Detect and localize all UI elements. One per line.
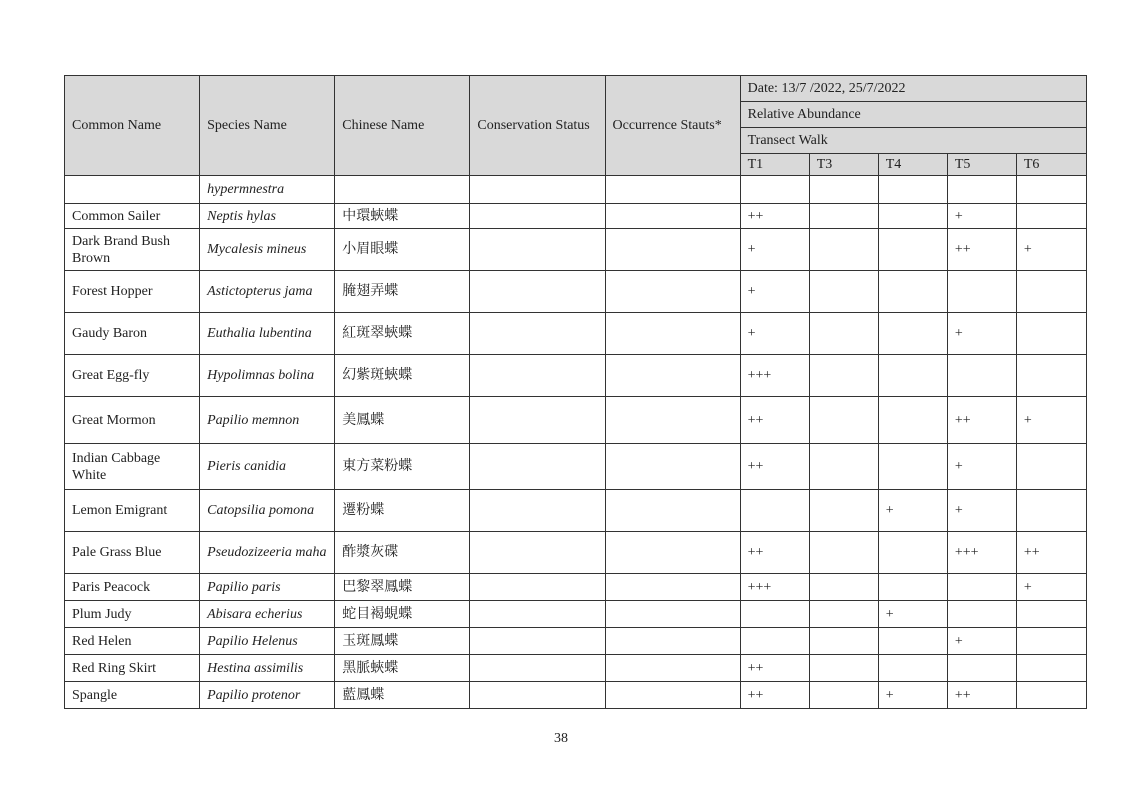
chinese-name-cell: 東方菜粉蝶 bbox=[335, 444, 470, 490]
abundance-t1-cell: + bbox=[740, 313, 809, 355]
abundance-t3-cell bbox=[809, 601, 878, 628]
conservation-status-cell bbox=[470, 628, 605, 655]
header-chinese-name: Chinese Name bbox=[335, 76, 470, 176]
common-name-cell: Great Egg-fly bbox=[65, 355, 200, 397]
species-name-cell: Papilio memnon bbox=[200, 397, 335, 444]
common-name-cell: Pale Grass Blue bbox=[65, 532, 200, 574]
abundance-t3-cell bbox=[809, 532, 878, 574]
abundance-t1-cell: ++ bbox=[740, 682, 809, 709]
abundance-t3-cell bbox=[809, 176, 878, 204]
abundance-t1-cell: +++ bbox=[740, 574, 809, 601]
table-body bbox=[65, 176, 1087, 709]
species-name-cell: Pieris canidia bbox=[200, 444, 335, 490]
abundance-t4-cell bbox=[878, 313, 947, 355]
header-occurrence-status: Occurrence Stauts* bbox=[605, 76, 740, 176]
conservation-status-cell bbox=[470, 682, 605, 709]
header-transect-t5: T5 bbox=[947, 154, 1016, 176]
abundance-t5-cell bbox=[947, 655, 1016, 682]
common-name-cell: Spangle bbox=[65, 682, 200, 709]
abundance-t4-cell: + bbox=[878, 601, 947, 628]
abundance-t1-cell: ++ bbox=[740, 204, 809, 229]
abundance-t5-cell bbox=[947, 574, 1016, 601]
conservation-status-cell bbox=[470, 313, 605, 355]
common-name-cell: Great Mormon bbox=[65, 397, 200, 444]
abundance-t1-cell: + bbox=[740, 229, 809, 271]
species-name-cell: Catopsilia pomona bbox=[200, 490, 335, 532]
conservation-status-cell bbox=[470, 490, 605, 532]
header-date: Date: 13/7 /2022, 25/7/2022 bbox=[740, 76, 1086, 102]
conservation-status-cell bbox=[470, 574, 605, 601]
chinese-name-cell: 遷粉蝶 bbox=[335, 490, 470, 532]
table-row bbox=[65, 355, 1087, 397]
abundance-t3-cell bbox=[809, 444, 878, 490]
abundance-t6-cell bbox=[1016, 655, 1086, 682]
abundance-t3-cell bbox=[809, 490, 878, 532]
abundance-t1-cell: + bbox=[740, 271, 809, 313]
occurrence-status-cell bbox=[605, 397, 740, 444]
table-row bbox=[65, 229, 1087, 271]
abundance-t5-cell: ++ bbox=[947, 229, 1016, 271]
abundance-t4-cell bbox=[878, 271, 947, 313]
common-name-cell: Dark Brand Bush Brown bbox=[65, 229, 200, 271]
species-name-cell: Astictopterus jama bbox=[200, 271, 335, 313]
abundance-t1-cell: ++ bbox=[740, 444, 809, 490]
header-transect-t6: T6 bbox=[1016, 154, 1086, 176]
table-row bbox=[65, 574, 1087, 601]
abundance-t5-cell: +++ bbox=[947, 532, 1016, 574]
chinese-name-cell: 小眉眼蝶 bbox=[335, 229, 470, 271]
abundance-t6-cell bbox=[1016, 313, 1086, 355]
occurrence-status-cell bbox=[605, 574, 740, 601]
abundance-t6-cell bbox=[1016, 204, 1086, 229]
species-name-cell: Abisara echerius bbox=[200, 601, 335, 628]
abundance-t6-cell bbox=[1016, 176, 1086, 204]
conservation-status-cell bbox=[470, 229, 605, 271]
abundance-t5-cell: + bbox=[947, 313, 1016, 355]
abundance-t3-cell bbox=[809, 682, 878, 709]
species-name-cell: Papilio paris bbox=[200, 574, 335, 601]
abundance-t6-cell bbox=[1016, 601, 1086, 628]
common-name-cell: Gaudy Baron bbox=[65, 313, 200, 355]
abundance-t4-cell: + bbox=[878, 682, 947, 709]
species-name-cell: Mycalesis mineus bbox=[200, 229, 335, 271]
header-conservation-status: Conservation Status bbox=[470, 76, 605, 176]
abundance-t3-cell bbox=[809, 313, 878, 355]
abundance-t5-cell bbox=[947, 176, 1016, 204]
header-species-name: Species Name bbox=[200, 76, 335, 176]
abundance-t6-cell bbox=[1016, 682, 1086, 709]
abundance-t4-cell bbox=[878, 355, 947, 397]
header-transect-t4: T4 bbox=[878, 154, 947, 176]
abundance-t1-cell bbox=[740, 628, 809, 655]
abundance-t6-cell bbox=[1016, 355, 1086, 397]
occurrence-status-cell bbox=[605, 271, 740, 313]
butterfly-survey-table bbox=[64, 75, 1087, 709]
abundance-t6-cell bbox=[1016, 271, 1086, 313]
chinese-name-cell: 美鳳蝶 bbox=[335, 397, 470, 444]
abundance-t4-cell bbox=[878, 397, 947, 444]
abundance-t5-cell: + bbox=[947, 204, 1016, 229]
abundance-t4-cell bbox=[878, 176, 947, 204]
abundance-t1-cell: ++ bbox=[740, 532, 809, 574]
abundance-t5-cell: + bbox=[947, 444, 1016, 490]
species-name-cell: Papilio protenor bbox=[200, 682, 335, 709]
table-row bbox=[65, 271, 1087, 313]
common-name-cell: Common Sailer bbox=[65, 204, 200, 229]
common-name-cell: Indian Cabbage White bbox=[65, 444, 200, 490]
species-name-cell: Pseudozizeeria maha bbox=[200, 532, 335, 574]
table-row bbox=[65, 176, 1087, 204]
abundance-t5-cell bbox=[947, 355, 1016, 397]
occurrence-status-cell bbox=[605, 532, 740, 574]
abundance-t6-cell: + bbox=[1016, 229, 1086, 271]
abundance-t5-cell: + bbox=[947, 628, 1016, 655]
abundance-t6-cell bbox=[1016, 628, 1086, 655]
common-name-cell bbox=[65, 176, 200, 204]
abundance-t5-cell: + bbox=[947, 490, 1016, 532]
chinese-name-cell: 幻紫斑蛺蝶 bbox=[335, 355, 470, 397]
common-name-cell: Plum Judy bbox=[65, 601, 200, 628]
abundance-t5-cell: ++ bbox=[947, 397, 1016, 444]
occurrence-status-cell bbox=[605, 628, 740, 655]
occurrence-status-cell bbox=[605, 355, 740, 397]
conservation-status-cell bbox=[470, 655, 605, 682]
abundance-t6-cell: + bbox=[1016, 397, 1086, 444]
abundance-t1-cell bbox=[740, 490, 809, 532]
common-name-cell: Red Helen bbox=[65, 628, 200, 655]
abundance-t3-cell bbox=[809, 397, 878, 444]
abundance-t4-cell bbox=[878, 628, 947, 655]
abundance-t3-cell bbox=[809, 355, 878, 397]
abundance-t3-cell bbox=[809, 574, 878, 601]
abundance-t4-cell bbox=[878, 444, 947, 490]
header-common-name: Common Name bbox=[65, 76, 200, 176]
abundance-t3-cell bbox=[809, 229, 878, 271]
table-row bbox=[65, 628, 1087, 655]
occurrence-status-cell bbox=[605, 655, 740, 682]
chinese-name-cell: 腌翅弄蝶 bbox=[335, 271, 470, 313]
table-row bbox=[65, 655, 1087, 682]
chinese-name-cell: 藍鳳蝶 bbox=[335, 682, 470, 709]
abundance-t4-cell bbox=[878, 229, 947, 271]
abundance-t1-cell bbox=[740, 601, 809, 628]
abundance-t1-cell: ++ bbox=[740, 397, 809, 444]
conservation-status-cell bbox=[470, 355, 605, 397]
table-row bbox=[65, 204, 1087, 229]
table-row bbox=[65, 532, 1087, 574]
conservation-status-cell bbox=[470, 397, 605, 444]
header-transect-walk: Transect Walk bbox=[740, 128, 1086, 154]
table-row bbox=[65, 397, 1087, 444]
abundance-t3-cell bbox=[809, 271, 878, 313]
header-transect-t1: T1 bbox=[740, 154, 809, 176]
table-row bbox=[65, 601, 1087, 628]
table-row bbox=[65, 682, 1087, 709]
species-name-cell: Neptis hylas bbox=[200, 204, 335, 229]
conservation-status-cell bbox=[470, 271, 605, 313]
table-row bbox=[65, 490, 1087, 532]
abundance-t4-cell: + bbox=[878, 490, 947, 532]
species-name-cell: Euthalia lubentina bbox=[200, 313, 335, 355]
chinese-name-cell: 黑脈蛺蝶 bbox=[335, 655, 470, 682]
abundance-t5-cell bbox=[947, 601, 1016, 628]
chinese-name-cell: 玉斑鳳蝶 bbox=[335, 628, 470, 655]
occurrence-status-cell bbox=[605, 444, 740, 490]
abundance-t5-cell: ++ bbox=[947, 682, 1016, 709]
conservation-status-cell bbox=[470, 601, 605, 628]
header-relative-abundance: Relative Abundance bbox=[740, 102, 1086, 128]
species-name-cell: hypermnestra bbox=[200, 176, 335, 204]
common-name-cell: Lemon Emigrant bbox=[65, 490, 200, 532]
table-row bbox=[65, 444, 1087, 490]
abundance-t6-cell: ++ bbox=[1016, 532, 1086, 574]
occurrence-status-cell bbox=[605, 601, 740, 628]
table-row bbox=[65, 313, 1087, 355]
chinese-name-cell: 酢漿灰碟 bbox=[335, 532, 470, 574]
abundance-t3-cell bbox=[809, 204, 878, 229]
conservation-status-cell bbox=[470, 532, 605, 574]
conservation-status-cell bbox=[470, 204, 605, 229]
abundance-t5-cell bbox=[947, 271, 1016, 313]
abundance-t3-cell bbox=[809, 655, 878, 682]
common-name-cell: Forest Hopper bbox=[65, 271, 200, 313]
abundance-t3-cell bbox=[809, 628, 878, 655]
species-name-cell: Papilio Helenus bbox=[200, 628, 335, 655]
chinese-name-cell: 中環蛺蝶 bbox=[335, 204, 470, 229]
occurrence-status-cell bbox=[605, 229, 740, 271]
occurrence-status-cell bbox=[605, 682, 740, 709]
abundance-t6-cell bbox=[1016, 444, 1086, 490]
page-number: 38 bbox=[554, 731, 568, 746]
abundance-t4-cell bbox=[878, 532, 947, 574]
header-transect-t3: T3 bbox=[809, 154, 878, 176]
abundance-t1-cell: ++ bbox=[740, 655, 809, 682]
abundance-t1-cell: +++ bbox=[740, 355, 809, 397]
occurrence-status-cell bbox=[605, 313, 740, 355]
species-name-cell: Hestina assimilis bbox=[200, 655, 335, 682]
chinese-name-cell bbox=[335, 176, 470, 204]
chinese-name-cell: 紅斑翠蛺蝶 bbox=[335, 313, 470, 355]
abundance-t6-cell: + bbox=[1016, 574, 1086, 601]
chinese-name-cell: 蛇目褐蜆蝶 bbox=[335, 601, 470, 628]
occurrence-status-cell bbox=[605, 204, 740, 229]
conservation-status-cell bbox=[470, 176, 605, 204]
abundance-t4-cell bbox=[878, 574, 947, 601]
abundance-t6-cell bbox=[1016, 490, 1086, 532]
abundance-t1-cell bbox=[740, 176, 809, 204]
abundance-t4-cell bbox=[878, 204, 947, 229]
abundance-t4-cell bbox=[878, 655, 947, 682]
common-name-cell: Paris Peacock bbox=[65, 574, 200, 601]
occurrence-status-cell bbox=[605, 176, 740, 204]
species-name-cell: Hypolimnas bolina bbox=[200, 355, 335, 397]
common-name-cell: Red Ring Skirt bbox=[65, 655, 200, 682]
occurrence-status-cell bbox=[605, 490, 740, 532]
chinese-name-cell: 巴黎翠鳳蝶 bbox=[335, 574, 470, 601]
conservation-status-cell bbox=[470, 444, 605, 490]
